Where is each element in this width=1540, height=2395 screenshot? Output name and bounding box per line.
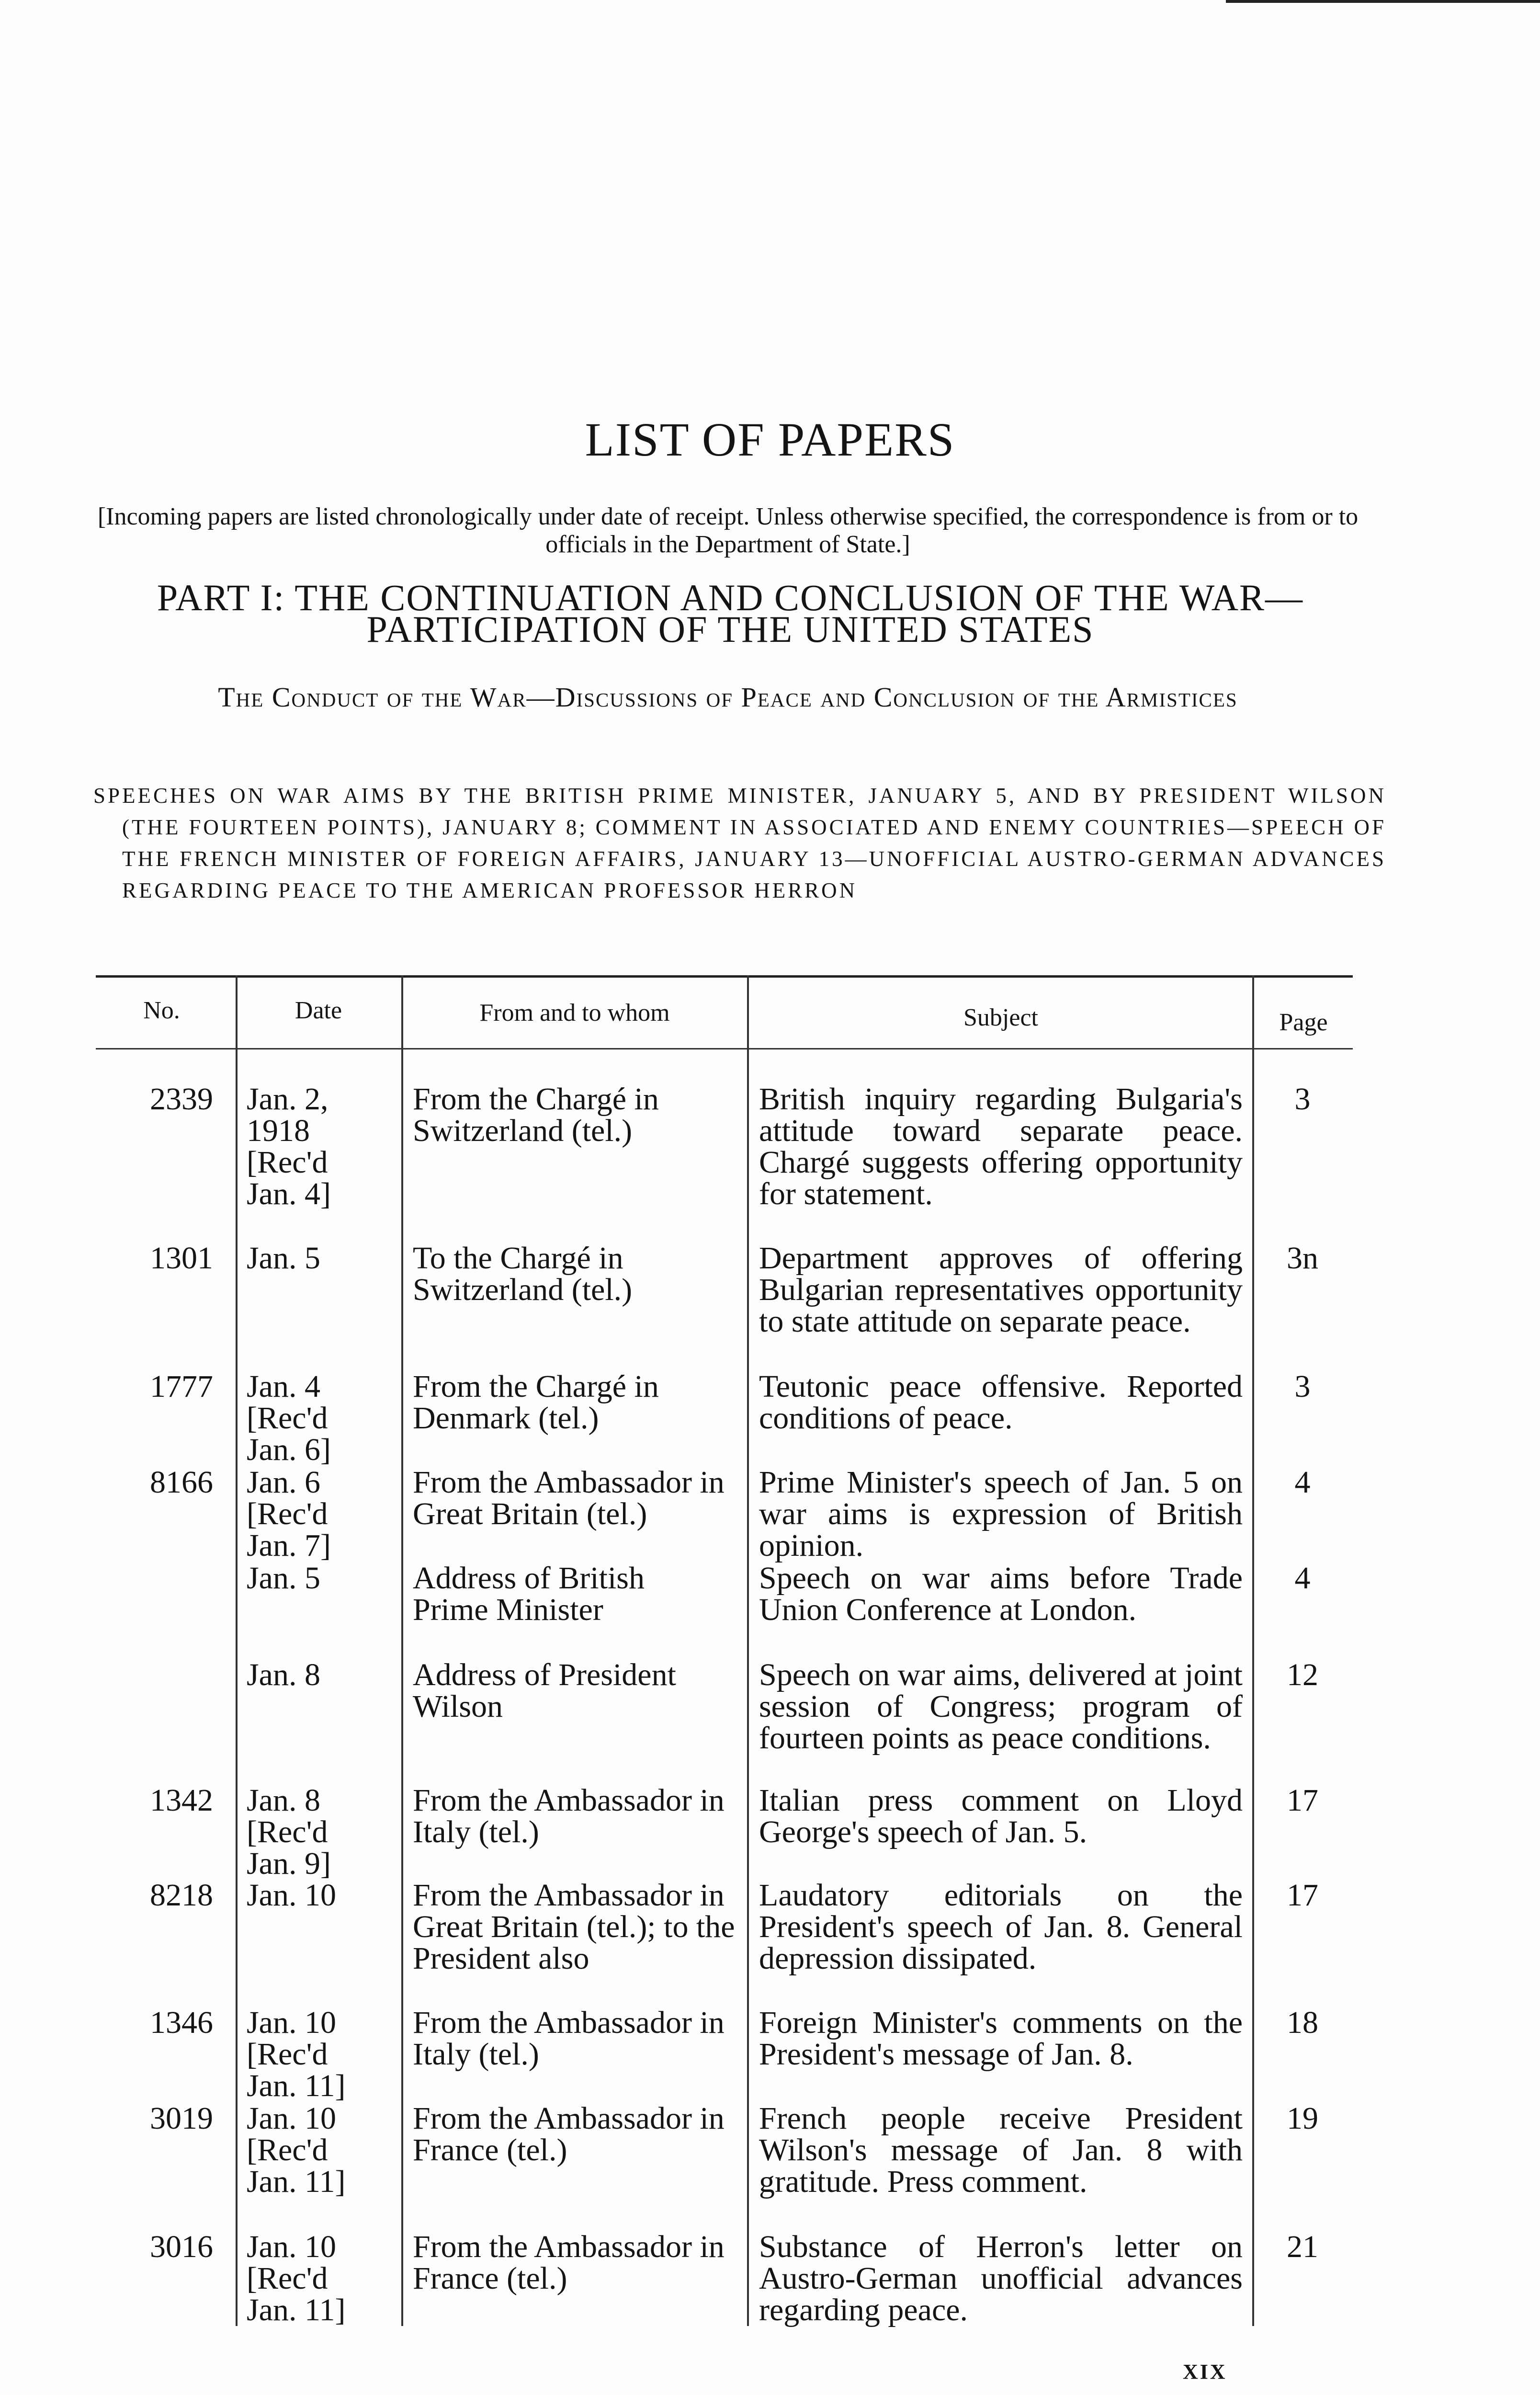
row-3-from: From the Chargé in Denmark (tel.) <box>413 1369 659 1436</box>
table-top-rule <box>96 975 1353 978</box>
row-8-from: From the Ambassador in Great Britain (tel.); to the President also <box>413 1878 735 1976</box>
row-4-no: 8166 <box>150 1465 213 1500</box>
row-11-from: From the Ambassador in France (tel.) <box>413 2229 725 2296</box>
row-9-subject: Foreign Minister's comments on the President's message of Jan. 8. <box>759 2005 1243 2072</box>
row-11-no: 3016 <box>150 2229 213 2264</box>
row-2-subject: Department approves of offering Bulgarian representatives opportunity to state attitude on separate peace. <box>759 1241 1243 1339</box>
row-9-from: From the Ambassador in Italy (tel.) <box>413 2005 725 2072</box>
row-1-page: 3 <box>1294 1082 1311 1117</box>
row-7-date: Jan. 8 [Rec'd Jan. 9] <box>247 1783 331 1881</box>
row-3-subject: Teutonic peace offensive. Reported conditions of peace. <box>759 1369 1243 1436</box>
table-header-rule <box>96 1048 1353 1049</box>
row-4-from: From the Ambassador in Great Britain (tel.) <box>413 1465 725 1531</box>
row-5-from: Address of British Prime Minister <box>413 1561 645 1627</box>
row-8-page: 17 <box>1287 1878 1318 1913</box>
row-1-subject: British inquiry regarding Bulgaria's attitude toward separate peace. Chargé suggests offering opportunity for statement. <box>759 1082 1243 1211</box>
row-5-page: 4 <box>1294 1561 1311 1596</box>
row-9-date: Jan. 10 [Rec'd Jan. 11] <box>247 2005 346 2103</box>
row-1-date: Jan. 2, 1918 [Rec'd Jan. 4] <box>247 1082 331 1211</box>
row-3-no: 1777 <box>150 1369 213 1404</box>
row-10-date: Jan. 10 [Rec'd Jan. 11] <box>247 2101 346 2199</box>
topic-heading: SPEECHES ON WAR AIMS BY THE BRITISH PRIME MINISTER, JANUARY 5, AND BY PRESIDENT WILSON (THE FOURTEEN POINTS), JANUARY 8; COMMENT IN ASSOCIATED AND ENEMY COUNTRIES—SPEECH OF THE FRENCH MINISTER OF FOREIGN AFFAIRS, JANUARY 13—UNOFFICIAL AUSTRO-GERMAN ADVANCES REGARDING PEACE TO THE AMERICAN PROFESSOR HERRON <box>93 784 1386 902</box>
row-3-date: Jan. 4 [Rec'd Jan. 6] <box>247 1369 331 1467</box>
row-5-subject: Speech on war aims before Trade Union Conference at London. <box>759 1561 1243 1627</box>
row-10-subject: French people receive President Wilson's message of Jan. 8 with gratitude. Press comment. <box>759 2101 1243 2199</box>
row-2-date: Jan. 5 <box>247 1241 320 1276</box>
row-7-from: From the Ambassador in Italy (tel.) <box>413 1783 725 1849</box>
row-8-date: Jan. 10 <box>247 1878 336 1913</box>
header-page: Page <box>1279 1009 1328 1036</box>
row-9-page: 18 <box>1287 2005 1318 2040</box>
row-2-from: To the Chargé in Switzerland (tel.) <box>413 1241 633 1307</box>
row-1-from: From the Chargé in Switzerland (tel.) <box>413 1082 659 1148</box>
row-5-date: Jan. 5 <box>247 1561 320 1596</box>
row-1-no: 2339 <box>150 1082 213 1117</box>
scan-edge-line <box>1226 0 1540 3</box>
row-10-page: 19 <box>1287 2101 1318 2136</box>
row-4-date: Jan. 6 [Rec'd Jan. 7] <box>247 1465 331 1563</box>
column-divider <box>236 975 238 2326</box>
editorial-note: [Incoming papers are listed chronologically under date of receipt. Unless otherwise specified, the correspondence is from or to officials in the Department of State.] <box>97 503 1359 558</box>
row-11-page: 21 <box>1287 2229 1318 2264</box>
row-6-page: 12 <box>1287 1657 1318 1692</box>
row-2-page: 3n <box>1287 1241 1318 1276</box>
row-11-subject: Substance of Herron's letter on Austro-German unofficial advances regarding peace. <box>759 2229 1243 2327</box>
header-subject: Subject <box>963 1004 1038 1031</box>
row-2-no: 1301 <box>150 1241 213 1276</box>
header-from: From and to whom <box>479 999 670 1026</box>
page-folio: XIX <box>1183 2360 1227 2384</box>
row-7-subject: Italian press comment on Lloyd George's speech of Jan. 5. <box>759 1783 1243 1849</box>
row-10-from: From the Ambassador in France (tel.) <box>413 2101 725 2167</box>
row-10-no: 3019 <box>150 2101 213 2136</box>
row-4-subject: Prime Minister's speech of Jan. 5 on war aims is expression of British opinion. <box>759 1465 1243 1563</box>
column-divider <box>401 975 403 2326</box>
page-title: LIST OF PAPERS <box>585 413 955 466</box>
section-heading: The Conduct of the War—Discussions of Peace and Conclusion of the Armistices <box>218 682 1238 713</box>
row-6-subject: Speech on war aims, delivered at joint session of Congress; program of fourteen points as peace conditions. <box>759 1657 1243 1756</box>
column-divider <box>747 975 749 2326</box>
row-3-page: 3 <box>1294 1369 1311 1404</box>
row-8-subject: Laudatory editorials on the President's speech of Jan. 8. General depression dissipated. <box>759 1878 1243 1976</box>
row-6-from: Address of President Wilson <box>413 1657 676 1724</box>
row-6-date: Jan. 8 <box>247 1657 320 1692</box>
row-9-no: 1346 <box>150 2005 213 2040</box>
row-7-page: 17 <box>1287 1783 1318 1818</box>
row-4-page: 4 <box>1294 1465 1311 1500</box>
part-heading: PART I: THE CONTINUATION AND CONCLUSION OF THE WAR— PARTICIPATION OF THE UNITED STATES <box>157 577 1304 650</box>
header-date: Date <box>294 997 342 1024</box>
row-8-no: 8218 <box>150 1878 213 1913</box>
row-7-no: 1342 <box>150 1783 213 1818</box>
header-no: No. <box>143 997 180 1024</box>
row-11-date: Jan. 10 [Rec'd Jan. 11] <box>247 2229 346 2327</box>
column-divider <box>1252 975 1254 2326</box>
